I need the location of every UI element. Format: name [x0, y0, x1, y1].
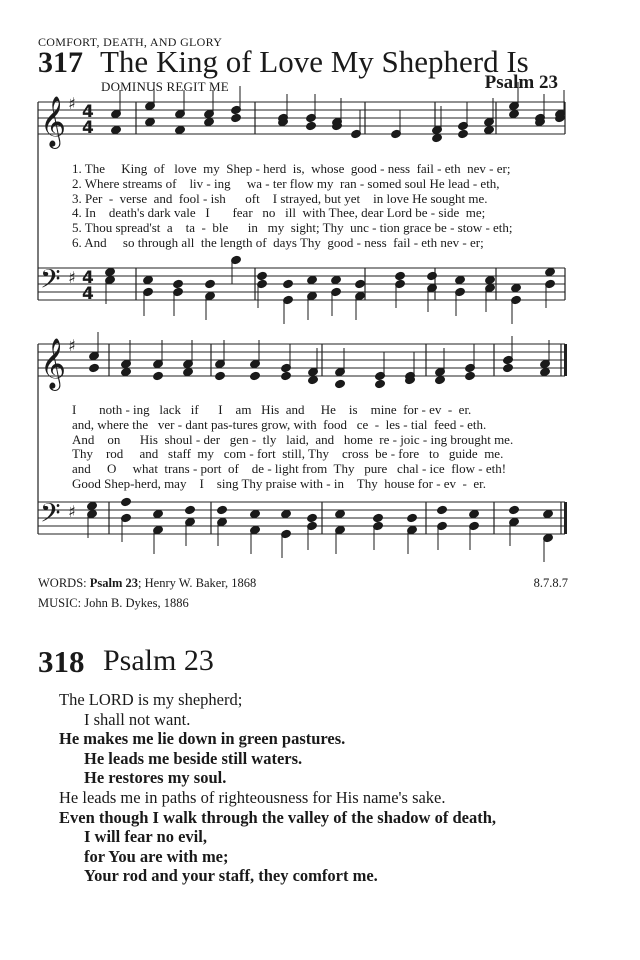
note-head	[281, 509, 292, 519]
note-head	[469, 509, 480, 519]
key-signature-sharp: ♯	[68, 268, 76, 287]
note-head	[257, 271, 268, 281]
note-head	[205, 279, 216, 289]
note-head	[145, 117, 156, 127]
note-head	[204, 117, 215, 127]
note-head	[437, 505, 448, 515]
note-head	[183, 367, 194, 377]
lyric-line: 4. In death's dark vale I fear no ill with Thee, dear Lord be - side me;	[72, 205, 486, 221]
words-credit	[38, 576, 256, 591]
note-head	[335, 509, 346, 519]
final-bar-thick	[564, 502, 567, 534]
note-head	[306, 121, 317, 131]
psalm-response-line: He restores my soul.	[84, 768, 227, 788]
psalm-leader-line: I shall not want.	[84, 709, 191, 729]
words-source: Psalm 23	[89, 576, 139, 590]
note-head	[105, 267, 116, 277]
key-signature-sharp: ♯	[68, 336, 76, 355]
note-head	[217, 505, 228, 515]
note-head	[281, 371, 292, 381]
note-head	[335, 379, 346, 389]
note-head	[185, 505, 196, 515]
note-head	[173, 279, 184, 289]
note-head	[307, 513, 318, 523]
music-label: MUSIC:	[38, 596, 82, 610]
note-head	[458, 129, 469, 139]
note-head	[427, 271, 438, 281]
bass-clef: 𝄢	[40, 497, 61, 535]
note-head	[455, 275, 466, 285]
note-head	[331, 275, 342, 285]
psalm-response-line: Your rod and your staff, they comfort me.	[84, 866, 378, 886]
hymn-number: 317	[38, 46, 83, 79]
section-label: COMFORT, DEATH, AND GLORY	[38, 35, 223, 49]
treble-clef: 𝄞	[40, 96, 67, 147]
note-head	[395, 271, 406, 281]
meter: 8.7.8.7	[533, 576, 568, 590]
note-head	[215, 371, 226, 381]
lyric-line: 5. Thou spread'st a ta - ble in my sight; Thy unc - tion grace be - stow - eth;	[72, 220, 513, 236]
note-head	[153, 509, 164, 519]
time-signature-top: 4	[82, 102, 94, 122]
final-bar-thick	[564, 344, 567, 376]
note-head	[543, 509, 554, 519]
lyric-line: 2. Where streams of liv - ing wa - ter flow my ran - somed soul He lead - eth,	[72, 175, 500, 191]
note-head	[432, 133, 443, 143]
treble-clef: 𝄞	[40, 338, 67, 389]
lyric-line: Good Shep-herd, may I sing Thy praise with - in Thy house for - ev - er.	[72, 476, 487, 491]
note-head	[407, 513, 418, 523]
note-head	[485, 275, 496, 285]
key-signature-sharp: ♯	[68, 502, 76, 521]
note-head	[111, 125, 122, 135]
note-head	[511, 283, 522, 293]
time-signature-top: 4	[82, 268, 94, 288]
lyric-line: 3. Per - verse and fool - ish oft I strayed, but yet in love He sought me.	[72, 190, 488, 206]
music-credit	[38, 596, 189, 611]
note-head	[283, 279, 294, 289]
note-head	[87, 501, 98, 511]
music-author: John B. Dykes, 1886	[81, 596, 189, 610]
note-head	[175, 125, 186, 135]
note-head	[307, 275, 318, 285]
note-head	[89, 363, 100, 373]
psalm-leader-line: The LORD is my shepherd;	[59, 690, 243, 709]
lyric-line: 1. The King of love my Shep - herd is, whose good - ness fail - eth nev - er;	[72, 161, 511, 176]
lyric-line: Thy rod and staff my com - fort still, Thy cross be - fore to guide me.	[72, 446, 504, 462]
lyric-line: 6. And so through all the length of days Thy good - ness fail - eth nev - er;	[72, 235, 484, 250]
lyric-line: I noth - ing lack if I am His and He is mine for - ev - er.	[72, 402, 472, 417]
psalm-leader-line: He leads me in paths of righteousness for His name's sake.	[59, 788, 446, 807]
note-head	[153, 371, 164, 381]
note-head	[308, 375, 319, 385]
note-head	[435, 375, 446, 385]
note-head	[121, 497, 132, 507]
psalm-response-line: Even though I walk through the valley of the shadow of death,	[59, 807, 497, 827]
reading-title: Psalm 23	[103, 644, 214, 677]
reading-number: 318	[38, 644, 85, 679]
lyric-line: and O what trans - port of de - light from Thy pure chal - ice flow - eth!	[72, 461, 507, 477]
note-head	[143, 275, 154, 285]
note-head	[509, 109, 520, 119]
note-head	[231, 113, 242, 123]
bass-clef: 𝄢	[40, 263, 61, 301]
lyric-line: And on His shoul - der gen - tly laid, and home re - joic - ing brought me.	[72, 431, 514, 447]
note-head	[540, 367, 551, 377]
psalm-response-line: He leads me beside still waters.	[84, 748, 303, 768]
time-signature-bottom: 4	[82, 284, 94, 304]
tune-name: DOMINUS REGIT ME	[101, 79, 229, 94]
note-head	[375, 379, 386, 389]
key-signature-sharp: ♯	[68, 94, 76, 113]
note-head	[250, 509, 261, 519]
note-head	[484, 125, 495, 135]
note-head	[355, 279, 366, 289]
note-head	[509, 505, 520, 515]
words-author: ; Henry W. Baker, 1868	[138, 576, 257, 590]
lyric-line: and, where the ver - dant pas-tures grow, with food ce - les - tial feed - eth.	[72, 416, 487, 432]
psalm-response-line: I will fear no evil,	[84, 827, 207, 847]
psalm-response-line: He makes me lie down in green pastures.	[59, 729, 346, 749]
note-head	[503, 363, 514, 373]
note-head	[373, 513, 384, 523]
psalm-response-line: for You are with me;	[84, 846, 229, 866]
note-head	[545, 267, 556, 277]
words-label: WORDS:	[38, 576, 87, 590]
time-signature-bottom: 4	[82, 118, 94, 138]
note-head	[465, 371, 476, 381]
hymn-title: The King of Love My Shepherd Is	[100, 44, 529, 79]
scripture-reference: Psalm 23	[484, 72, 558, 93]
note-head	[121, 367, 132, 377]
note-head	[250, 371, 261, 381]
